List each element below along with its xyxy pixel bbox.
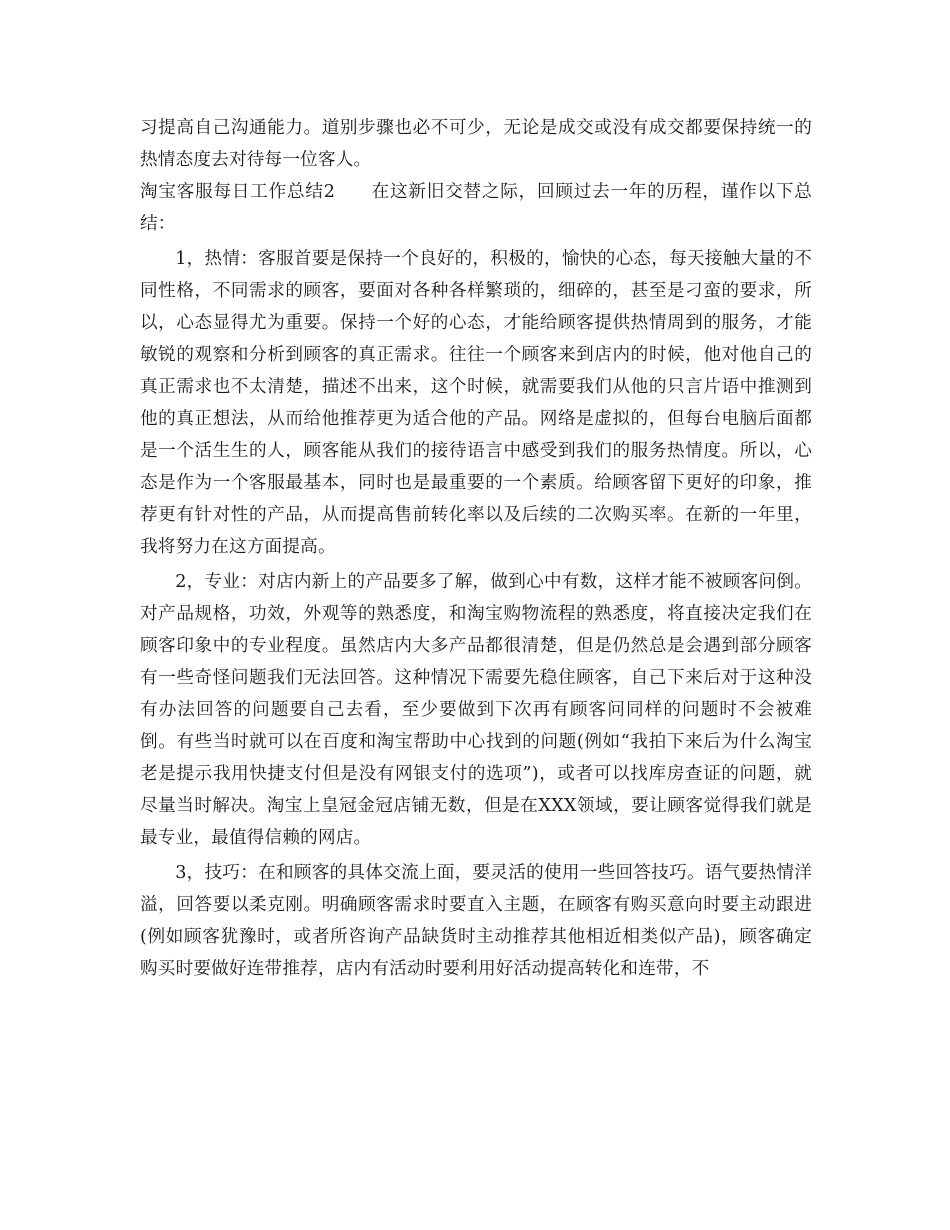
section-intro: 在这新旧交替之际，回顾过去一年的历程，谨作以下总结： (140, 182, 812, 234)
section-heading-line (140, 176, 812, 240)
paragraph-enthusiasm: 1，热情：客服首要是保持一个良好的，积极的，愉快的心态，每天接触大量的不同性格，不同需求的顾客，要面对各种各样繁琐的，细碎的，甚至是刁蛮的要求，所以，心态显得尤为重要。保持一个好的心态，才能给顾客提供热情周到的服务，才能敏锐的观察和分析到顾客的真正需求。往往一个顾客来到店内的时候，他对他自己的真正需求也不太清楚，描述不出来，这个时候，就需要我们从他的只言片语中推测到他的真正想法，从而给他推荐更为适合他的产品。网络是虚拟的，但每台电脑后面都是一个活生生的人，顾客能从我们的接待语言中感受到我们的服务热情度。所以，心态是作为一个客服最基本，同时也是最重要的一个素质。给顾客留下更好的印象，推荐更有针对性的产品，从而提高售前转化率以及后续的二次购买率。在新的一年里，我将努力在这方面提高。 (140, 249, 812, 557)
section-title: 淘宝客服每日工作总结2 (140, 182, 336, 202)
paragraph-professional: 2，专业：对店内新上的产品要多了解，做到心中有数，这样才能不被顾客问倒。对产品规格，功效，外观等的熟悉度，和淘宝购物流程的熟悉度，将直接决定我们在顾客印象中的专业程度。虽然店内大多产品都很清楚，但是仍然总是会遇到部分顾客有一些奇怪问题我们无法回答。这种情况下需要先稳住顾客，自己下来后对于这种没有办法回答的问题要自己去看，至少要做到下次再有顾客问同样的问题时不会被难倒。有些当时就可以在百度和淘宝帮助中心找到的问题(例如“我拍下来后为什么淘宝老是提示我用快捷支付但是没有网银支付的选项”)，或者可以找库房查证的问题，就尽量当时解决。淘宝上皇冠金冠店铺无数，但是在XXX领域，要让顾客觉得我们就是最专业，最值得信赖的网店。 (140, 572, 812, 848)
continuation-paragraph: 习提高自己沟通能力。道别步骤也必不可少，无论是成交或没有成交都要保持统一的热情态度去对待每一位客人。 (140, 118, 812, 170)
document-body (140, 112, 812, 985)
paragraph-skills: 3，技巧：在和顾客的具体交流上面，要灵活的使用一些回答技巧。语气要热情洋溢，回答要以柔克刚。明确顾客需求时要直入主题，在顾客有购买意向时要主动跟进(例如顾客犹豫时，或者所咨询产品缺货时主动推荐其他相近相类似产品)，顾客确定购买时要做好连带推荐，店内有活动时要利用好活动提高转化和连带，不 (140, 863, 812, 979)
